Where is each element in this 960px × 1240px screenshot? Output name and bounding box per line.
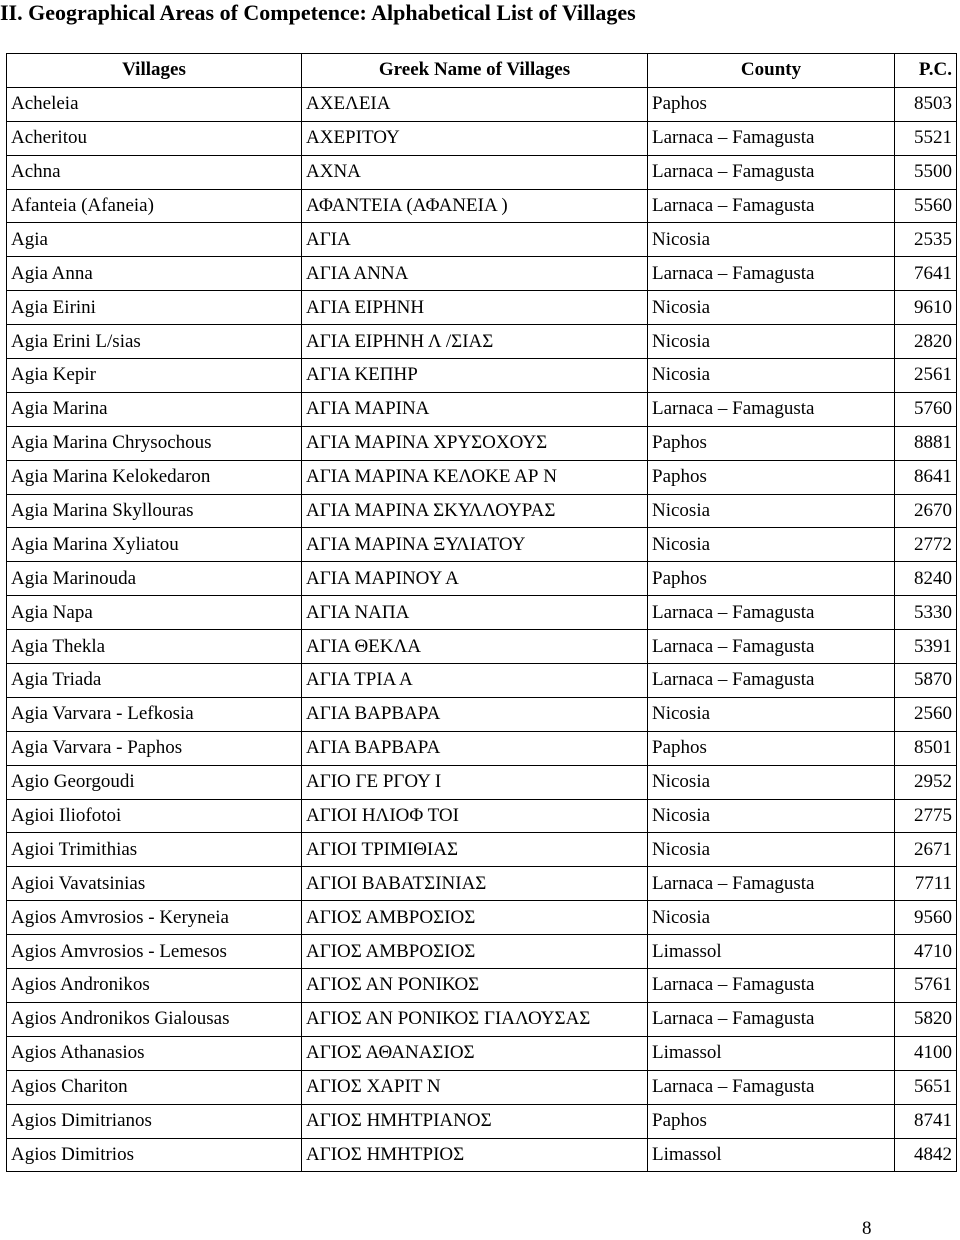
greek-name-cell: ΑΧΝΑ [302, 155, 648, 189]
header-county: County [648, 54, 895, 88]
village-cell: Agios Amvrosios - Keryneia [7, 901, 302, 935]
county-cell: Larnaca – Famagusta [648, 630, 895, 664]
postal-code-cell: 4100 [895, 1036, 957, 1070]
greek-name-cell: ΑΓΙΑ ΕΙΡΗΝΗ [302, 291, 648, 325]
greek-name-cell: ΑΓΙΟΣ ΑΝ ΡΟΝΙΚΟΣ ΓΙΑΛΟΥΣΑΣ [302, 1002, 648, 1036]
postal-code-cell: 8881 [895, 426, 957, 460]
table-row [7, 528, 957, 562]
table-row [7, 596, 957, 630]
county-cell: Nicosia [648, 697, 895, 731]
county-cell: Nicosia [648, 833, 895, 867]
village-cell: Agia Triada [7, 664, 302, 698]
county-cell: Paphos [648, 460, 895, 494]
county-cell: Paphos [648, 426, 895, 460]
table-row [7, 562, 957, 596]
table-row [7, 867, 957, 901]
village-cell: Agia Kepir [7, 359, 302, 393]
postal-code-cell: 8240 [895, 562, 957, 596]
village-cell: Agia Varvara - Paphos [7, 731, 302, 765]
greek-name-cell: ΑΓΙΑ ΒΑΡΒΑΡΑ [302, 697, 648, 731]
county-cell: Larnaca – Famagusta [648, 121, 895, 155]
header-postal-code: P.C. [895, 54, 957, 88]
village-cell: Agioi Iliofotoi [7, 799, 302, 833]
table-body [7, 87, 957, 1172]
greek-name-cell: ΑΓΙΑ [302, 223, 648, 257]
postal-code-cell: 2670 [895, 494, 957, 528]
village-cell: Agia Erini L/sias [7, 325, 302, 359]
table-row [7, 189, 957, 223]
postal-code-cell: 5870 [895, 664, 957, 698]
county-cell: Nicosia [648, 765, 895, 799]
village-cell: Agia Marinouda [7, 562, 302, 596]
postal-code-cell: 2952 [895, 765, 957, 799]
table-row [7, 1138, 957, 1172]
village-cell: Agia Eirini [7, 291, 302, 325]
table-row [7, 155, 957, 189]
postal-code-cell: 9560 [895, 901, 957, 935]
village-cell: Agios Dimitrianos [7, 1104, 302, 1138]
greek-name-cell: ΑΓΙΟΣ ΑΝ ΡΟΝΙΚΟΣ [302, 969, 648, 1003]
village-cell: Agios Amvrosios - Lemesos [7, 935, 302, 969]
table-row [7, 1104, 957, 1138]
greek-name-cell: ΑΓΙΑ ΜΑΡΙΝΟΥ Α [302, 562, 648, 596]
header-greek-name: Greek Name of Villages [302, 54, 648, 88]
greek-name-cell: ΑΓΙΑ ΝΑΠΑ [302, 596, 648, 630]
village-cell: Agia Anna [7, 257, 302, 291]
village-cell: Agia Marina Skyllouras [7, 494, 302, 528]
table-row [7, 630, 957, 664]
county-cell: Nicosia [648, 494, 895, 528]
county-cell: Larnaca – Famagusta [648, 189, 895, 223]
county-cell: Paphos [648, 87, 895, 121]
postal-code-cell: 7711 [895, 867, 957, 901]
table-row [7, 325, 957, 359]
county-cell: Limassol [648, 935, 895, 969]
postal-code-cell: 5761 [895, 969, 957, 1003]
county-cell: Limassol [648, 1138, 895, 1172]
county-cell: Limassol [648, 1036, 895, 1070]
postal-code-cell: 4842 [895, 1138, 957, 1172]
postal-code-cell: 8741 [895, 1104, 957, 1138]
table-row [7, 460, 957, 494]
county-cell: Larnaca – Famagusta [648, 664, 895, 698]
greek-name-cell: ΑΓΙΑ ΜΑΡΙΝΑ ΣΚΥΛΛΟΥΡΑΣ [302, 494, 648, 528]
postal-code-cell: 2561 [895, 359, 957, 393]
greek-name-cell: ΑΓΙΟΙ ΒΑΒΑΤΣΙΝΙΑΣ [302, 867, 648, 901]
village-cell: Afanteia (Afaneia) [7, 189, 302, 223]
village-cell: Agios Andronikos [7, 969, 302, 1003]
county-cell: Nicosia [648, 799, 895, 833]
postal-code-cell: 2772 [895, 528, 957, 562]
greek-name-cell: ΑΓΙΟΙ ΗΛΙΟΦ ΤΟΙ [302, 799, 648, 833]
greek-name-cell: ΑΓΙΑ ΜΑΡΙΝΑ ΞΥΛΙΑΤΟΥ [302, 528, 648, 562]
county-cell: Larnaca – Famagusta [648, 969, 895, 1003]
county-cell: Larnaca – Famagusta [648, 392, 895, 426]
postal-code-cell: 9610 [895, 291, 957, 325]
postal-code-cell: 5560 [895, 189, 957, 223]
greek-name-cell: ΑΓΙΑ ΘΕΚΛΑ [302, 630, 648, 664]
greek-name-cell: ΑΓΙΟΙ ΤΡΙΜΙΘΙΑΣ [302, 833, 648, 867]
greek-name-cell: ΑΓΙΑ ΑΝΝΑ [302, 257, 648, 291]
county-cell: Paphos [648, 562, 895, 596]
postal-code-cell: 5760 [895, 392, 957, 426]
village-cell: Agia Thekla [7, 630, 302, 664]
village-cell: Agia Marina Xyliatou [7, 528, 302, 562]
county-cell: Nicosia [648, 901, 895, 935]
village-cell: Agios Chariton [7, 1070, 302, 1104]
page-number: 8 [862, 1218, 872, 1239]
postal-code-cell: 5651 [895, 1070, 957, 1104]
greek-name-cell: ΑΓΙΟΣ ΑΜΒΡΟΣΙΟΣ [302, 935, 648, 969]
greek-name-cell: ΑΦΑΝΤΕΙΑ (ΑΦΑΝΕΙΑ ) [302, 189, 648, 223]
postal-code-cell: 5330 [895, 596, 957, 630]
table-row [7, 731, 957, 765]
county-cell: Larnaca – Famagusta [648, 155, 895, 189]
postal-code-cell: 2775 [895, 799, 957, 833]
table-row [7, 901, 957, 935]
greek-name-cell: ΑΓΙΑ ΜΑΡΙΝΑ ΚΕΛΟΚΕ ΑΡ Ν [302, 460, 648, 494]
county-cell: Larnaca – Famagusta [648, 596, 895, 630]
county-cell: Paphos [648, 731, 895, 765]
village-cell: Agioi Trimithias [7, 833, 302, 867]
table-row [7, 765, 957, 799]
greek-name-cell: ΑΓΙΑ ΕΙΡΗΝΗ Λ /ΣΙΑΣ [302, 325, 648, 359]
greek-name-cell: ΑΓΙΟΣ ΗΜΗΤΡΙΟΣ [302, 1138, 648, 1172]
greek-name-cell: ΑΓΙΑ ΜΑΡΙΝΑ ΧΡΥΣΟΧΟΥΣ [302, 426, 648, 460]
postal-code-cell: 4710 [895, 935, 957, 969]
county-cell: Larnaca – Famagusta [648, 867, 895, 901]
table-row [7, 1002, 957, 1036]
postal-code-cell: 8641 [895, 460, 957, 494]
village-cell: Agio Georgoudi [7, 765, 302, 799]
village-cell: Acheritou [7, 121, 302, 155]
county-cell: Larnaca – Famagusta [648, 1002, 895, 1036]
village-cell: Agios Athanasios [7, 1036, 302, 1070]
postal-code-cell: 2535 [895, 223, 957, 257]
county-cell: Nicosia [648, 325, 895, 359]
table-row [7, 799, 957, 833]
village-cell: Agia Marina Kelokedaron [7, 460, 302, 494]
table-row [7, 697, 957, 731]
county-cell: Paphos [648, 1104, 895, 1138]
section-heading: II. Geographical Areas of Competence: Alphabetical List of Villages [0, 0, 636, 25]
county-cell: Nicosia [648, 291, 895, 325]
county-cell: Larnaca – Famagusta [648, 1070, 895, 1104]
table-row [7, 392, 957, 426]
greek-name-cell: ΑΓΙΟΣ ΑΜΒΡΟΣΙΟΣ [302, 901, 648, 935]
table-row [7, 1070, 957, 1104]
village-cell: Agios Andronikos Gialousas [7, 1002, 302, 1036]
postal-code-cell: 5820 [895, 1002, 957, 1036]
village-cell: Agioi Vavatsinias [7, 867, 302, 901]
postal-code-cell: 7641 [895, 257, 957, 291]
postal-code-cell: 2671 [895, 833, 957, 867]
greek-name-cell: ΑΓΙΑ ΚΕΠΗΡ [302, 359, 648, 393]
village-cell: Acheleia [7, 87, 302, 121]
postal-code-cell: 5391 [895, 630, 957, 664]
greek-name-cell: ΑΓΙΟΣ ΗΜΗΤΡΙΑΝΟΣ [302, 1104, 648, 1138]
village-cell: Agia Marina [7, 392, 302, 426]
table-row [7, 291, 957, 325]
table-row [7, 87, 957, 121]
table-row [7, 426, 957, 460]
greek-name-cell: ΑΓΙΟΣ ΧΑΡΙΤ Ν [302, 1070, 648, 1104]
greek-name-cell: ΑΓΙΑ ΤΡΙΑ Α [302, 664, 648, 698]
postal-code-cell: 5521 [895, 121, 957, 155]
table-row [7, 121, 957, 155]
greek-name-cell: ΑΓΙΑ ΜΑΡΙΝΑ [302, 392, 648, 426]
postal-code-cell: 8503 [895, 87, 957, 121]
greek-name-cell: ΑΓΙΟΣ ΑΘΑΝΑΣΙΟΣ [302, 1036, 648, 1070]
village-cell: Agia Napa [7, 596, 302, 630]
table-row [7, 223, 957, 257]
greek-name-cell: ΑΧΕΡΙΤΟΥ [302, 121, 648, 155]
table-row [7, 833, 957, 867]
county-cell: Larnaca – Famagusta [648, 257, 895, 291]
village-cell: Agia [7, 223, 302, 257]
table-header-row [7, 54, 957, 88]
village-cell: Achna [7, 155, 302, 189]
county-cell: Nicosia [648, 223, 895, 257]
villages-table [6, 53, 957, 1172]
greek-name-cell: ΑΓΙΟ ΓΕ ΡΓΟΥ Ι [302, 765, 648, 799]
postal-code-cell: 5500 [895, 155, 957, 189]
table-row [7, 1036, 957, 1070]
table-row [7, 494, 957, 528]
village-cell: Agia Marina Chrysochous [7, 426, 302, 460]
table-row [7, 935, 957, 969]
postal-code-cell: 8501 [895, 731, 957, 765]
county-cell: Nicosia [648, 359, 895, 393]
greek-name-cell: ΑΓΙΑ ΒΑΡΒΑΡΑ [302, 731, 648, 765]
greek-name-cell: ΑΧΕΛΕΙΑ [302, 87, 648, 121]
table-row [7, 257, 957, 291]
table-row [7, 664, 957, 698]
table-row [7, 969, 957, 1003]
village-cell: Agia Varvara - Lefkosia [7, 697, 302, 731]
table-row [7, 359, 957, 393]
header-villages: Villages [7, 54, 302, 88]
village-cell: Agios Dimitrios [7, 1138, 302, 1172]
postal-code-cell: 2560 [895, 697, 957, 731]
postal-code-cell: 2820 [895, 325, 957, 359]
county-cell: Nicosia [648, 528, 895, 562]
